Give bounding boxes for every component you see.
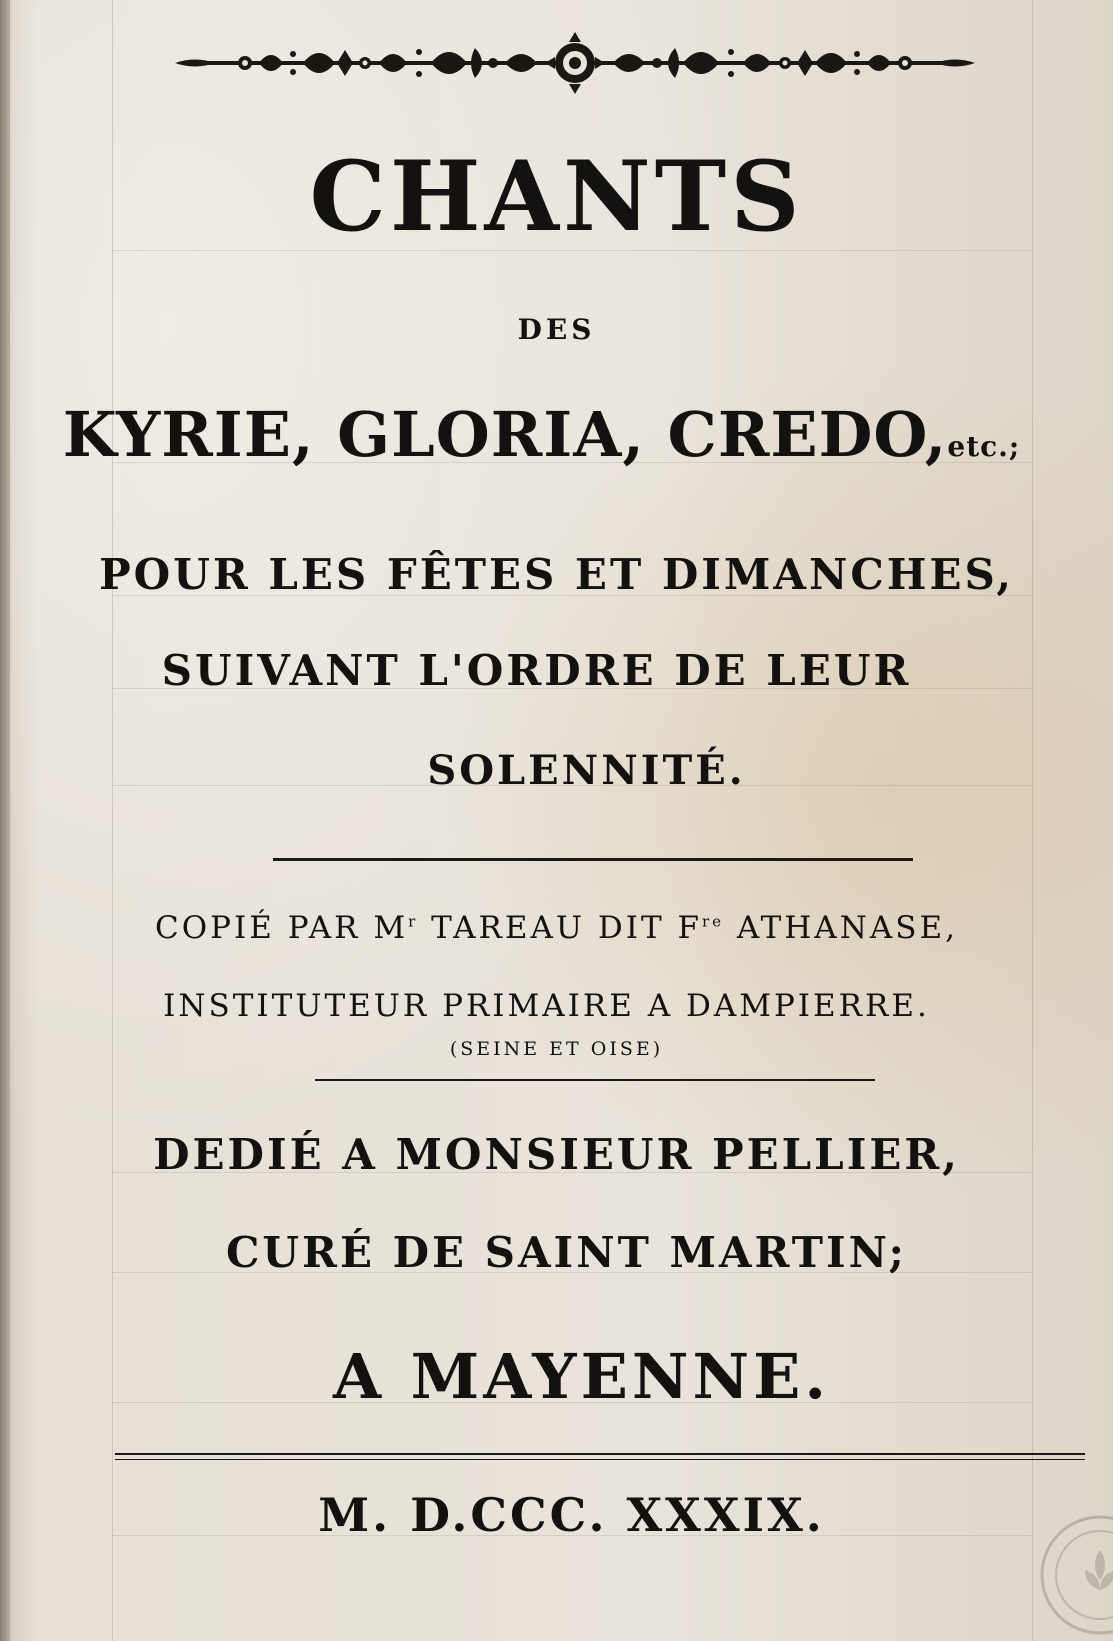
year-line: M. D.CCC. XXXIX.: [318, 1488, 825, 1542]
copied-by-superscript-r: r: [408, 912, 419, 931]
copied-by-superscript-re: re: [701, 912, 725, 931]
double-rule-bottom: [115, 1459, 1085, 1460]
dedication-line-1: DEDIÉ A MONSIEUR PELLIER,: [153, 1130, 960, 1179]
teacher-line: INSTITUTEUR PRIMAIRE A DAMPIERRE.: [163, 988, 930, 1024]
occasion-line: POUR LES FÊTES ET DIMANCHES,: [99, 550, 1014, 599]
copied-by-line: [0, 910, 1113, 946]
copied-by-name: TAREAU DIT F: [418, 910, 702, 946]
copied-by-suffix: ATHANASE,: [724, 910, 958, 946]
subjects-etc: etc.;: [947, 430, 1021, 463]
main-title: CHANTS: [309, 140, 804, 253]
floral-ornament-icon: [175, 32, 975, 94]
place-line: A MAYENNE.: [332, 1340, 831, 1413]
department-line: (SEINE ET OISE): [449, 1038, 664, 1060]
separator-line: [315, 1079, 875, 1081]
subjects-heading: [0, 398, 1098, 471]
order-line-1: SUIVANT L'ORDRE DE LEUR: [161, 646, 912, 695]
library-stamp-icon: [1035, 1510, 1113, 1640]
title-connector: DES: [517, 313, 596, 346]
double-rule-top: [115, 1453, 1085, 1455]
dedication-line-2: CURÉ DE SAINT MARTIN;: [225, 1228, 908, 1277]
separator-line: [273, 858, 913, 861]
subjects-text: KYRIE, GLORIA, CREDO,: [62, 398, 948, 471]
copied-by-prefix: COPIÉ PAR M: [155, 910, 409, 946]
order-line-2: SOLENNITÉ.: [427, 747, 746, 794]
